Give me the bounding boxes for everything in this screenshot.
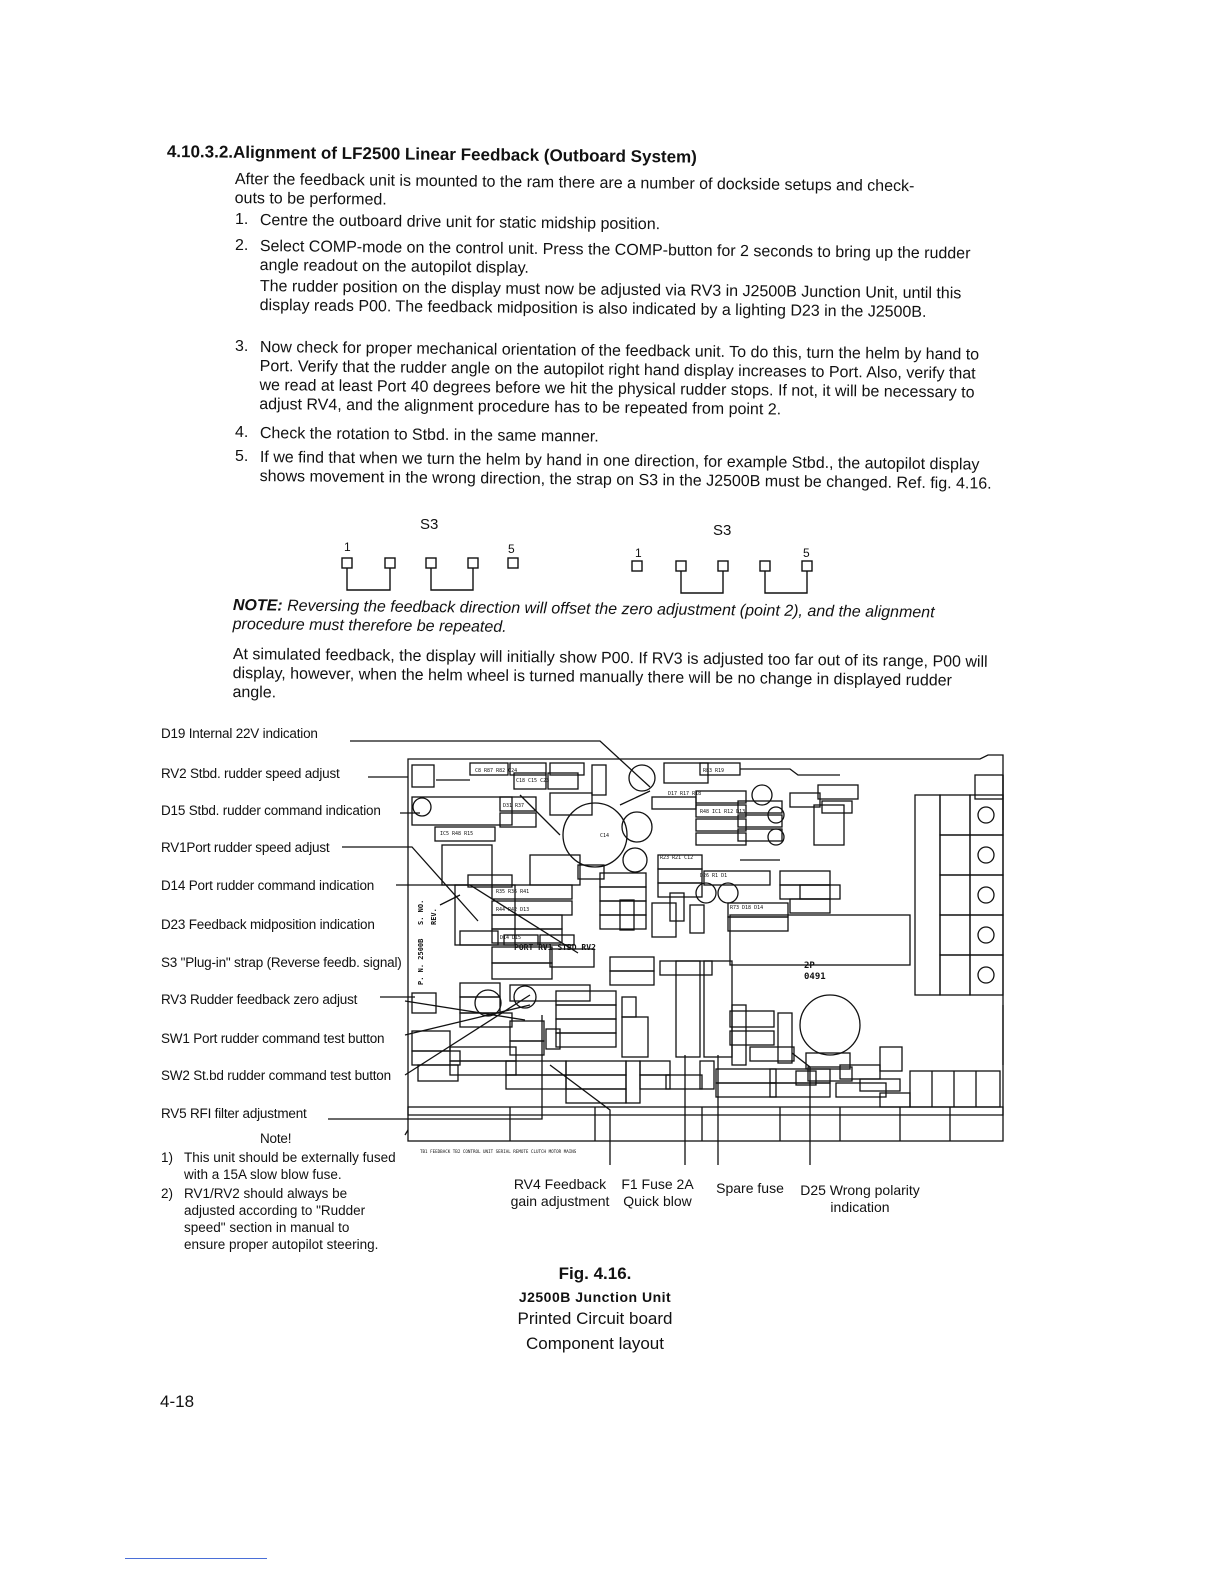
note-paragraph (233, 596, 1003, 642)
step-extra: The rudder position on the display must now be adjusted via RV3 in J2500B Junction Unit, until this display reads P00. The feedback midposition is also indicated by a lighting D23 in the J2500B. (259, 277, 962, 321)
label-d19: D19 Internal 22V indication (161, 726, 318, 741)
section-heading (167, 142, 697, 168)
leader-rv1 (342, 847, 478, 921)
simulated-paragraph: At simulated feedback, the display will initially show P00. If RV3 is adjusted too far out of its range, P00 will display, however, when the helm wheel is turned manually there will be no change in displayed rudder angle. (232, 645, 988, 702)
label-rv4-line2: gain adjustment (510, 1193, 610, 1209)
label-rv2: RV2 Stbd. rudder speed adjust (161, 766, 340, 781)
board-serial: 0491 (804, 972, 826, 982)
strap-right-label: S3 (713, 522, 732, 539)
label-d25-line1: D25 Wrong polarity (800, 1182, 920, 1198)
label-rv4-line1: RV4 Feedback (513, 1176, 607, 1192)
strap-right-pin-last: 5 (803, 546, 810, 560)
section-number: 4.10.3.2. (166, 142, 234, 162)
step-number: 4. (235, 424, 249, 441)
step-number: 5. (235, 448, 249, 465)
leader-d19 (350, 741, 650, 787)
step-number: 2. (235, 237, 249, 254)
figure-line1: Printed Circuit board (517, 1309, 673, 1328)
strap-drawing (330, 552, 850, 602)
label-d14: D14 Port rudder command indication (161, 878, 375, 893)
notes-item-num: 2) (161, 1186, 174, 1201)
svg-text:D17 R17 R18: D17 R17 R18 (668, 791, 702, 797)
notes-item-2 (161, 1185, 389, 1253)
label-f1-line2: Quick blow (623, 1193, 692, 1209)
label-rv3: RV3 Rudder feedback zero adjust (161, 992, 358, 1007)
label-d25 (795, 1182, 925, 1216)
label-d15: D15 Stbd. rudder command indication (161, 803, 381, 818)
board-port-stbd: PORT RV1 STBD RV2 (514, 943, 596, 952)
label-d23: D23 Feedback midposition indication (161, 917, 375, 932)
strap-left-pin-first: 1 (344, 540, 351, 554)
step-text: Select COMP-mode on the control unit. Press the COMP-button for 2 seconds to bring up the rudder angle readout on the autopilot display. (259, 237, 971, 277)
pcb-layout-diagram (320, 735, 1020, 1165)
page-number: 4-18 (160, 1392, 195, 1411)
step-text: If we find that when we turn the helm by hand in one direction, for example Stbd., the autopilot display shows movement in the wrong direction, the strap on S3 in the J2500B must be changed. Ref. fig. 4.16. (259, 448, 992, 493)
label-rv1: RV1Port rudder speed adjust (161, 840, 330, 855)
board-terminal-text: TB1 FEEDBACK TB2 CONTROL UNIT SERIAL REMOTE CLUTCH MOTOR MAINS (420, 1149, 577, 1154)
label-f1 (615, 1176, 700, 1210)
svg-text:D31 R37: D31 R37 (503, 803, 525, 809)
leader-d25 (792, 1053, 810, 1165)
step-number: 1. (235, 211, 249, 228)
svg-text:R48 IC1 R12 D13: R48 IC1 R12 D13 (700, 809, 746, 815)
svg-text:C14: C14 (600, 833, 610, 839)
section-title: Alignment of LF2500 Linear Feedback (Outboard System) (232, 142, 697, 167)
svg-text:R35 R36 R41: R35 R36 R41 (496, 889, 530, 895)
svg-text:R73 D18 D14: R73 D18 D14 (730, 905, 764, 911)
label-rv4 (505, 1176, 615, 1210)
intro-paragraph: After the feedback unit is mounted to the ram there are a number of dockside setups and check-outs to be performed. (234, 170, 915, 209)
step-text: Check the rotation to Stbd. in the same manner. (259, 424, 599, 446)
notes-heading: Note! (260, 1131, 292, 1146)
svg-text:D14 D15: D14 D15 (500, 935, 522, 941)
svg-text:R83 R19: R83 R19 (703, 768, 725, 774)
board-pn: P. N. 2500B (417, 938, 425, 985)
note-text: Reversing the feedback direction will offset the zero adjustment (point 2), and the alignment procedure must therefore be repeated. (232, 597, 935, 636)
label-sw1: SW1 Port rudder command test button (161, 1031, 385, 1046)
label-rv5: RV5 RFI filter adjustment (161, 1106, 307, 1121)
figure-title: Fig. 4.16. (558, 1264, 632, 1283)
board-part-no: 2P (804, 961, 815, 971)
label-f1-line1: F1 Fuse 2A (621, 1176, 694, 1192)
note-lead: NOTE: (232, 596, 283, 615)
strap-diagram (330, 516, 850, 606)
step-text: Now check for proper mechanical orientation of the feedback unit. To do this, turn the helm by hand to Port. Verify that the rudder angle on the autopilot right hand display increases to Port. Also, verify that we read at least Port 40 degrees before we hit the physical rudder stops. If not, it will be necessary to adjust RV4, and the alignment procedure has to be repeated from point 2. (259, 338, 980, 419)
svg-text:IC5 R48 R15: IC5 R48 R15 (440, 831, 474, 837)
step-number: 3. (235, 338, 249, 355)
label-spare-fuse: Spare fuse (716, 1180, 784, 1196)
notes-item-num: 1) (161, 1150, 174, 1165)
svg-text:D26 R1 D1: D26 R1 D1 (700, 873, 728, 879)
svg-text:R23 R21 C12: R23 R21 C12 (660, 855, 694, 861)
label-sw2: SW2 St.bd rudder command test button (161, 1068, 391, 1083)
label-s3: S3 "Plug-in" strap (Reverse feedb. signal) (161, 955, 402, 970)
strap-left-pin-last: 5 (508, 542, 515, 556)
figure-subtitle: J2500B Junction Unit (518, 1289, 672, 1305)
bottom-rule (125, 1558, 267, 1559)
svg-text:R44 R42 D13: R44 R42 D13 (496, 907, 530, 913)
board-rev: REV. (430, 908, 438, 925)
svg-text:C18 C15 C23: C18 C15 C23 (516, 778, 550, 784)
step-text: Centre the outboard drive unit for static midship position. (259, 211, 661, 234)
notes-item-text: This unit should be externally fused with a 15A slow blow fuse. (184, 1150, 396, 1182)
notes-item-text: RV1/RV2 should always be adjusted according to "Rudder speed" section in manual to ensure proper autopilot steering. (184, 1186, 379, 1252)
svg-text:C8 R87 R82 C24: C8 R87 R82 C24 (475, 768, 518, 774)
figure-line2: Component layout (526, 1334, 664, 1353)
strap-left-label: S3 (420, 516, 439, 533)
strap-right-pin-first: 1 (635, 546, 642, 560)
leader-sw2 (405, 995, 530, 1075)
label-d25-line2: indication (830, 1199, 890, 1215)
board-s-no: S. NO. (417, 899, 425, 925)
